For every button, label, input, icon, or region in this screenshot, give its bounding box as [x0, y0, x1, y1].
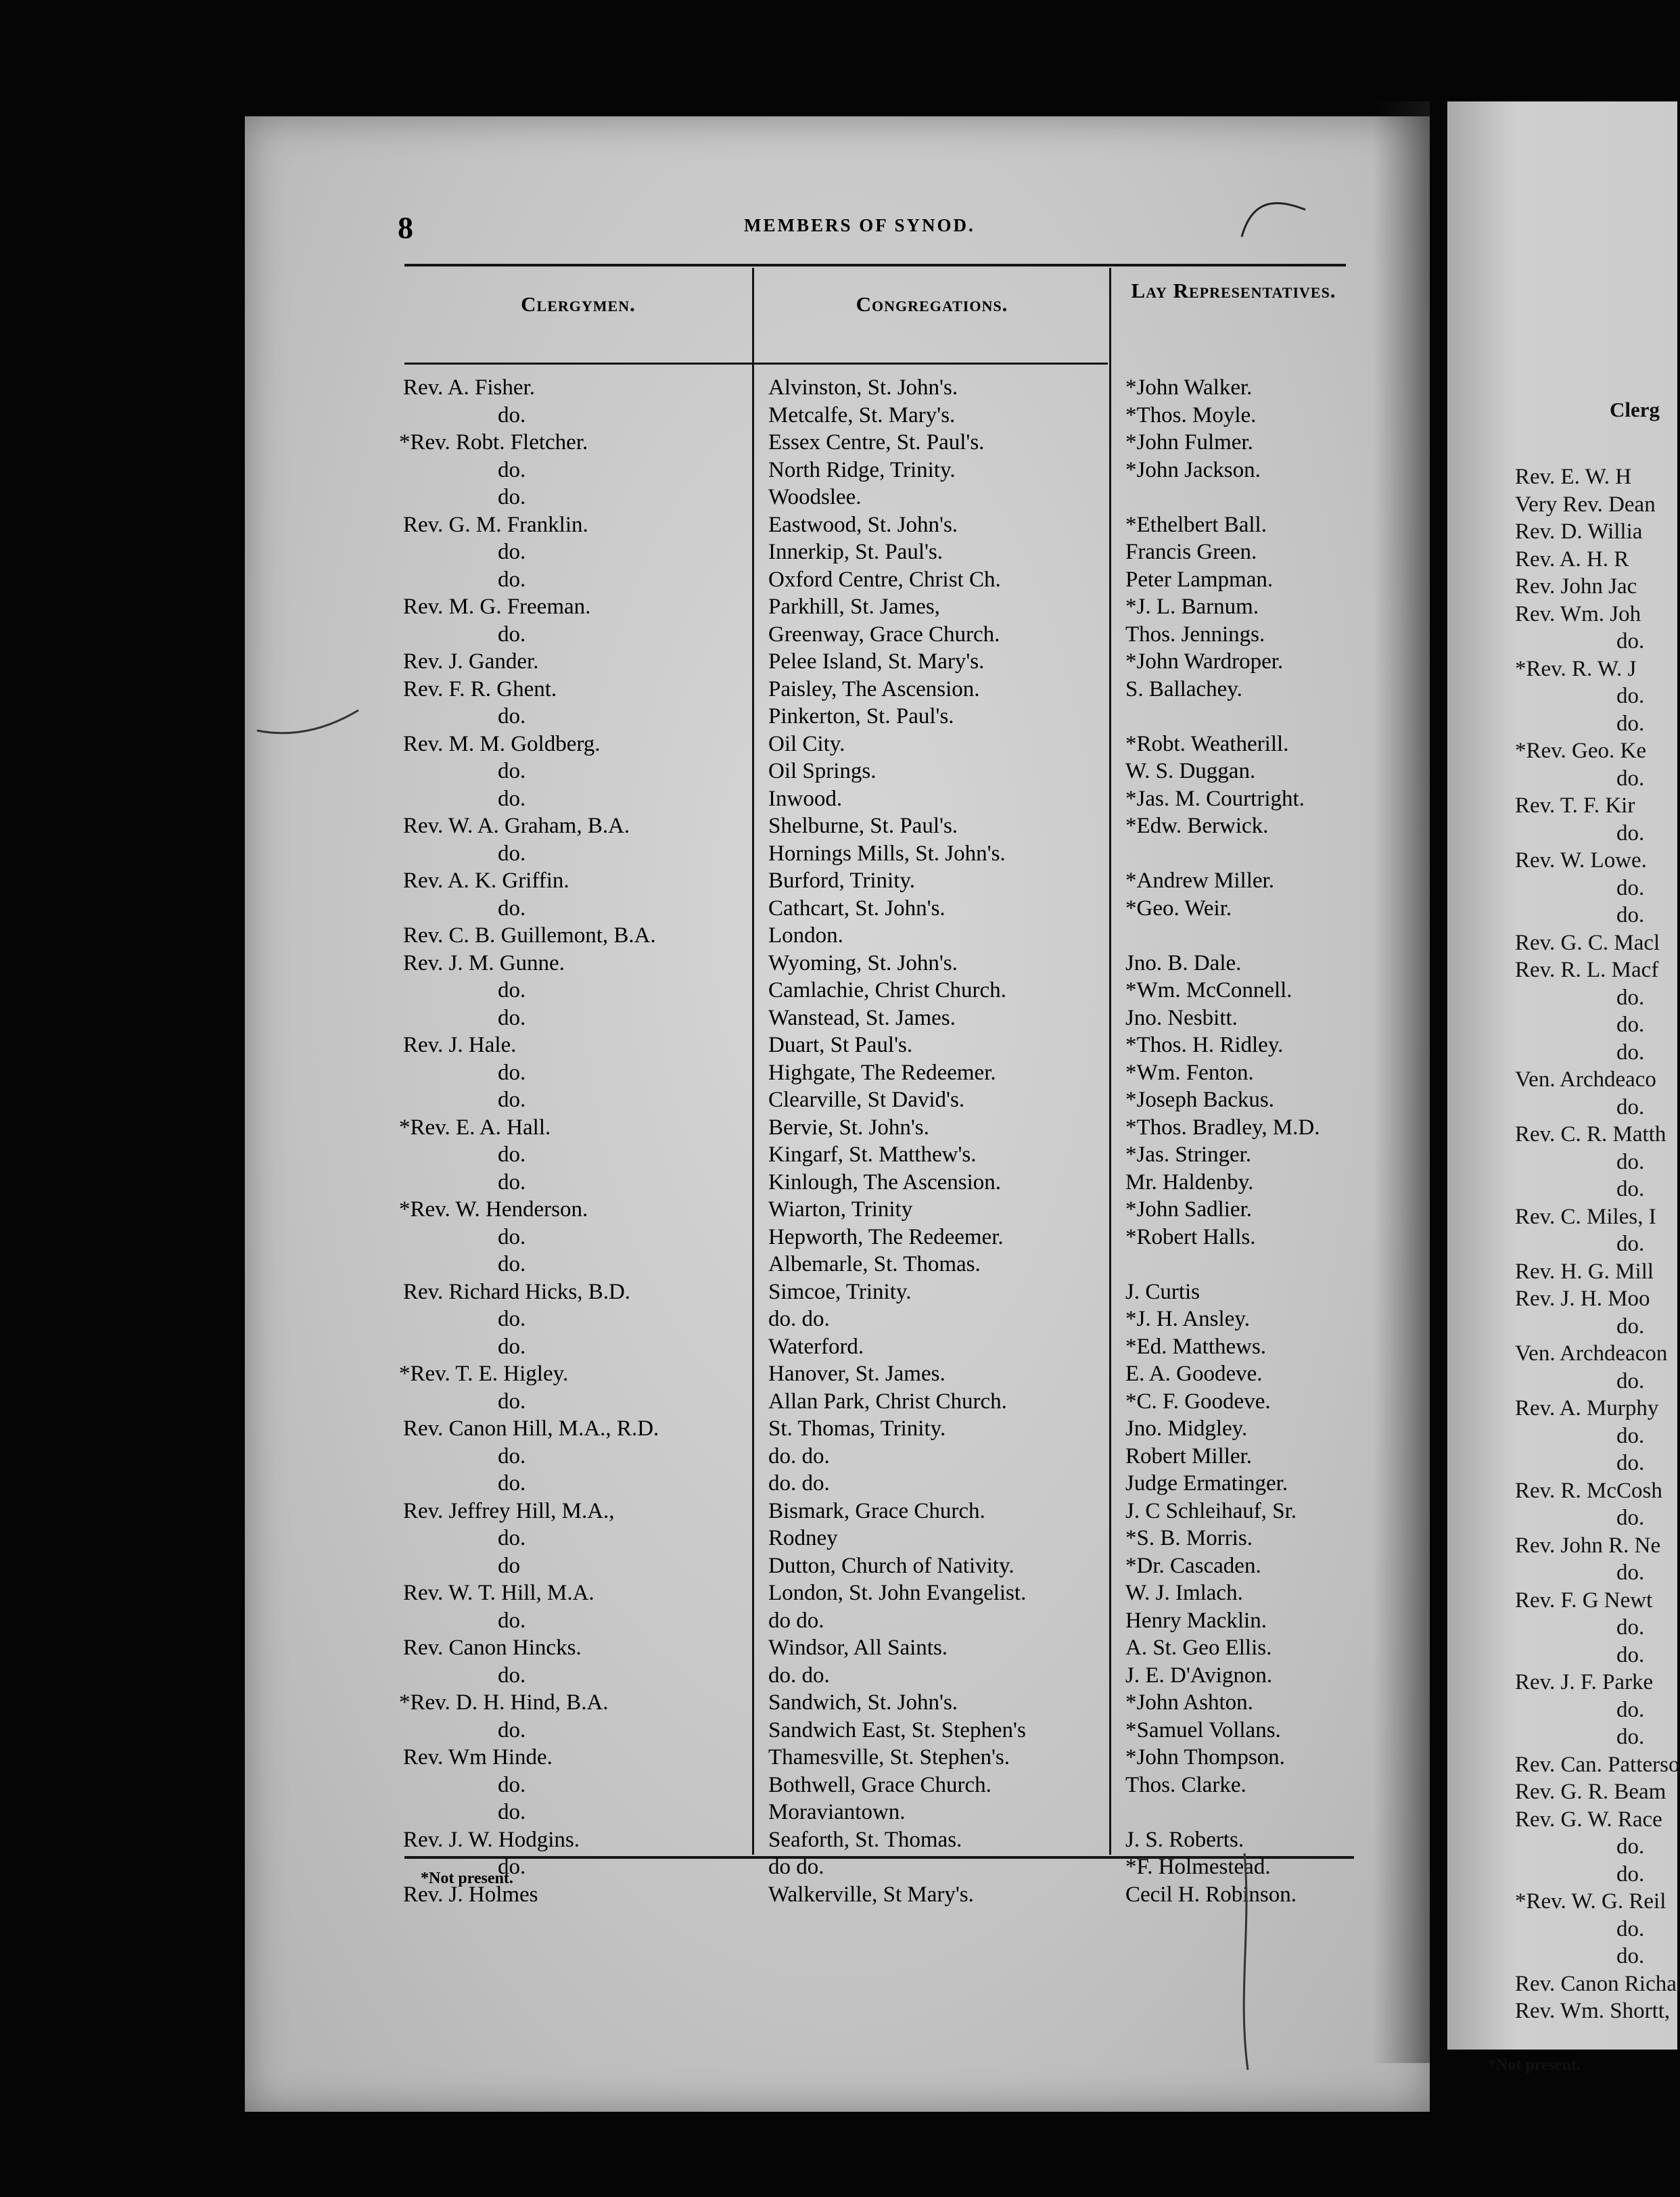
- right-page-clergyman-cell: do.: [1616, 875, 1645, 900]
- lay-representative-cell: *John Jackson.: [1125, 457, 1261, 482]
- right-page-clergyman-cell: do.: [1616, 1725, 1645, 1749]
- right-page-clergyman-cell: Rev. R. L. Macf: [1515, 958, 1659, 982]
- congregation-cell: Seaforth, St. Thomas.: [768, 1827, 962, 1852]
- congregation-cell: do do.: [768, 1855, 824, 1879]
- lay-representative-cell: *John Wardroper.: [1125, 649, 1284, 674]
- congregation-cell: Pelee Island, St. Mary's.: [768, 649, 985, 674]
- lay-representative-cell: Jno. B. Dale.: [1125, 950, 1242, 975]
- right-page-clergyman-cell: do.: [1616, 1094, 1645, 1119]
- congregation-cell: Windsor, All Saints.: [768, 1636, 948, 1660]
- right-page-clergyman-cell: do.: [1616, 1615, 1645, 1640]
- clergyman-cell: do.: [498, 540, 526, 564]
- right-page-column-header: Clerg: [1610, 398, 1660, 421]
- lay-representative-cell: [1125, 1799, 1376, 1826]
- right-page-clergyman-cell: Rev. E. W. H: [1515, 465, 1632, 489]
- lay-representative-cell: Francis Green.: [1125, 540, 1257, 564]
- right-page-clergyman-cell: do.: [1616, 1314, 1645, 1339]
- congregation-cell: Highgate, The Redeemer.: [768, 1060, 996, 1085]
- lay-representative-cell: *John Walker.: [1125, 375, 1253, 400]
- clergyman-cell: do.: [498, 1526, 526, 1550]
- clergyman-cell: Rev. W. T. Hill, M.A.: [403, 1581, 594, 1605]
- lay-representative-cell: *Geo. Weir.: [1125, 896, 1232, 921]
- right-page-clergyman-cell: Rev. G. C. Macl: [1515, 930, 1660, 955]
- clergyman-cell: do.: [498, 457, 526, 482]
- right-page-clergyman-cell: do.: [1616, 1916, 1645, 1941]
- lay-representative-cell: *Robt. Weatherill.: [1125, 731, 1289, 756]
- right-page-clergyman-cell: Rev. W. Lowe.: [1515, 848, 1647, 873]
- congregation-cell: Clearville, St David's.: [768, 1088, 965, 1112]
- congregation-cell: Alvinston, St. John's.: [768, 375, 958, 400]
- right-page-clergyman-cell: Rev. Wm. Joh: [1515, 601, 1641, 626]
- right-page-clergyman-cell: do.: [1616, 1560, 1645, 1585]
- lay-representative-cell: *C. F. Goodeve.: [1125, 1389, 1271, 1414]
- right-page-clergyman-cell: Rev. D. Willia: [1515, 519, 1643, 544]
- lay-representative-cell: *Wm. Fenton.: [1125, 1060, 1254, 1085]
- clergyman-cell: Rev. M. M. Goldberg.: [403, 731, 601, 756]
- clergyman-cell: Rev. M. G. Freeman.: [403, 595, 591, 619]
- congregation-cell: Wyoming, St. John's.: [768, 950, 958, 975]
- right-page-clergyman-cell: Rev. Canon Richa: [1515, 1971, 1677, 1996]
- clergyman-cell: Rev. Canon Hincks.: [403, 1636, 582, 1660]
- clergyman-cell: do.: [498, 1443, 526, 1468]
- lay-representative-cell: *Edw. Berwick.: [1125, 814, 1269, 838]
- clergyman-cell: do.: [498, 1142, 526, 1167]
- congregation-cell: do. do.: [768, 1443, 830, 1468]
- right-page-clergyman-cell: do.: [1616, 1423, 1645, 1448]
- lay-representative-cell: *John Sadlier.: [1125, 1197, 1252, 1222]
- clergyman-cell: do.: [498, 1717, 526, 1742]
- lay-representative-cell: *J. L. Barnum.: [1125, 595, 1259, 619]
- congregation-cell: do do.: [768, 1608, 824, 1633]
- right-page-clergyman-cell: Rev. A. Murphy: [1515, 1396, 1659, 1420]
- right-page-footnote: *Not present.: [1488, 2056, 1581, 2074]
- congregation-cell: Metcalfe, St. Mary's.: [768, 402, 956, 427]
- right-page-clergyman-cell: do.: [1616, 711, 1645, 736]
- congregation-cell: Sandwich East, St. Stephen's: [768, 1717, 1026, 1742]
- right-page-clergyman-cell: do.: [1616, 629, 1645, 653]
- lay-representative-cell: J. Curtis: [1125, 1279, 1200, 1304]
- lay-representative-cell: Judge Ermatinger.: [1125, 1471, 1288, 1496]
- right-page-clergyman-cell: do.: [1616, 1697, 1645, 1722]
- right-page: [1447, 101, 1680, 2074]
- congregation-cell: Bismark, Grace Church.: [768, 1498, 985, 1523]
- lay-representative-cell: *Andrew Miller.: [1125, 869, 1274, 893]
- clergyman-cell: *Rev. T. E. Higley.: [399, 1362, 569, 1386]
- clergyman-cell: do.: [498, 1608, 526, 1633]
- right-page-clergyman-cell: do.: [1616, 1013, 1645, 1037]
- congregation-cell: Thamesville, St. Stephen's.: [768, 1745, 1010, 1770]
- congregation-cell: Sandwich, St. John's.: [768, 1690, 958, 1715]
- congregation-cell: St. Thomas, Trinity.: [768, 1416, 946, 1441]
- right-page-clergyman-cell: do.: [1616, 1149, 1645, 1174]
- congregation-cell: do. do.: [768, 1471, 830, 1496]
- congregation-cell: Rodney: [768, 1526, 838, 1550]
- lay-representative-cell: J. C Schleihauf, Sr.: [1125, 1498, 1297, 1523]
- header-rule: [404, 363, 1108, 365]
- clergyman-cell: do.: [498, 1334, 526, 1359]
- right-page-clergyman-cell: Rev. C. R. Matth: [1515, 1122, 1666, 1147]
- clergyman-cell: *Rev. Robt. Fletcher.: [399, 430, 588, 455]
- right-page-clergyman-cell: do.: [1616, 1834, 1645, 1859]
- clergyman-cell: Rev. A. K. Griffin.: [403, 869, 569, 893]
- right-page-clergyman-cell: do.: [1616, 1642, 1645, 1667]
- lay-representative-cell: Thos. Jennings.: [1125, 622, 1265, 647]
- lay-representative-cell: Peter Lampman.: [1125, 567, 1274, 592]
- congregation-cell: Oil City.: [768, 731, 845, 756]
- congregation-cell: Duart, St Paul's.: [768, 1033, 913, 1057]
- congregation-cell: Allan Park, Christ Church.: [768, 1389, 1007, 1414]
- clergyman-cell: Rev. J. W. Hodgins.: [403, 1827, 580, 1852]
- right-page-clergyman-cell: Rev. H. G. Mill: [1515, 1259, 1654, 1284]
- clergyman-cell: do.: [498, 485, 526, 509]
- congregation-cell: Inwood.: [768, 786, 843, 811]
- clergyman-cell: do.: [498, 1389, 526, 1414]
- clergyman-cell: *Rev. W. Henderson.: [399, 1197, 588, 1222]
- clergyman-cell: do.: [498, 1855, 526, 1879]
- lay-representative-cell: *Joseph Backus.: [1125, 1088, 1274, 1112]
- lay-representative-cell: *Robert Halls.: [1125, 1224, 1256, 1249]
- right-page-clergyman-cell: Rev. C. Miles, I: [1515, 1204, 1656, 1229]
- right-page-clergyman-cell: Rev. J. H. Moo: [1515, 1287, 1650, 1311]
- lay-representative-cell: Henry Macklin.: [1125, 1608, 1267, 1633]
- right-page-clergyman-cell: do.: [1616, 1232, 1645, 1256]
- lay-representative-cell: J. S. Roberts.: [1125, 1827, 1244, 1852]
- right-page-clergyman-cell: do.: [1616, 766, 1645, 791]
- lay-representative-cell: *F. Holmestead.: [1125, 1855, 1271, 1879]
- lay-representative-cell: A. St. Geo Ellis.: [1125, 1636, 1272, 1660]
- right-page-clergyman-cell: do.: [1616, 1506, 1645, 1530]
- clergyman-cell: Rev. A. Fisher.: [403, 375, 535, 400]
- lay-representative-cell: S. Ballachey.: [1125, 676, 1242, 701]
- lay-representative-cell: [1125, 703, 1376, 731]
- right-page-clergyman-cell: do.: [1616, 684, 1645, 708]
- lay-representative-cell: *Dr. Cascaden.: [1125, 1553, 1261, 1578]
- column-header-lay-representatives: Lay Representatives.: [1131, 279, 1336, 302]
- right-page-clergyman-cell: Rev. J. F. Parke: [1515, 1670, 1654, 1694]
- lay-representative-cell: Cecil H. Robinson.: [1125, 1882, 1297, 1907]
- clergyman-cell: do.: [498, 759, 526, 783]
- lay-representative-cell: *John Thompson.: [1125, 1745, 1285, 1770]
- congregation-cell: Moraviantown.: [768, 1800, 906, 1824]
- congregation-cell: Bervie, St. John's.: [768, 1115, 929, 1140]
- right-page-clergyman-cell: Rev. T. F. Kir: [1515, 793, 1635, 818]
- lay-representative-cell: [1125, 922, 1376, 950]
- clergyman-cell: Rev. J. Holmes: [403, 1882, 538, 1907]
- lay-representative-cell: *Thos. H. Ridley.: [1125, 1033, 1284, 1057]
- congregation-cell: Greenway, Grace Church.: [768, 622, 1000, 647]
- right-page-clergyman-cell: *Rev. Geo. Ke: [1515, 739, 1646, 763]
- clergyman-cell: do.: [498, 1307, 526, 1331]
- right-page-clergyman-cell: do.: [1616, 1861, 1645, 1887]
- clergyman-cell: do.: [498, 1800, 526, 1824]
- right-page-clergyman-cell: Rev. G. W. Race: [1515, 1807, 1662, 1832]
- clergyman-cell: do.: [498, 1663, 526, 1688]
- clergyman-cell: do.: [498, 1060, 526, 1085]
- congregation-cell: do. do.: [768, 1307, 830, 1331]
- clergyman-cell: Rev. Wm Hinde.: [403, 1745, 553, 1770]
- right-page-clergyman-cell: do.: [1616, 903, 1645, 927]
- right-page-clergyman-cell: do.: [1616, 985, 1645, 1010]
- lay-representative-cell: W. S. Duggan.: [1125, 759, 1256, 783]
- congregation-cell: Kinlough, The Ascension.: [768, 1170, 1002, 1195]
- clergyman-cell: Rev. J. Hale.: [403, 1033, 517, 1057]
- clergyman-cell: Rev. W. A. Graham, B.A.: [403, 814, 630, 838]
- clergyman-cell: do: [498, 1553, 520, 1578]
- congregation-cell: Simcoe, Trinity.: [768, 1279, 912, 1304]
- clergyman-cell: do.: [498, 622, 526, 647]
- lay-representative-cell: W. J. Imlach.: [1125, 1581, 1243, 1605]
- lay-representative-cell: *Jas. Stringer.: [1125, 1142, 1252, 1167]
- congregation-cell: Hanover, St. James.: [768, 1362, 946, 1386]
- clergyman-cell: Rev. Richard Hicks, B.D.: [403, 1279, 631, 1304]
- clergyman-cell: Rev. G. M. Franklin.: [403, 512, 588, 537]
- lay-representative-cell: [1125, 840, 1376, 868]
- right-page-clergyman-cell: Rev. G. R. Beam: [1515, 1780, 1666, 1804]
- right-page-clergyman-cell: do.: [1616, 1451, 1645, 1475]
- clergyman-cell: do.: [498, 841, 526, 866]
- right-page-clergyman-cell: Ven. Archdeacon: [1515, 1341, 1668, 1366]
- clergyman-cell: do.: [498, 402, 526, 427]
- congregation-cell: Walkerville, St Mary's.: [768, 1882, 974, 1907]
- clergyman-cell: do.: [498, 978, 526, 1002]
- lay-representative-cell: *J. H. Ansley.: [1125, 1307, 1250, 1331]
- clergyman-cell: do.: [498, 1005, 526, 1030]
- congregation-cell: London.: [768, 923, 843, 948]
- column-header-clergymen: Clergymen.: [521, 292, 636, 316]
- right-page-clergyman-cell: do.: [1616, 820, 1645, 846]
- clergyman-cell: do.: [498, 567, 526, 592]
- lay-representative-cell: Mr. Haldenby.: [1125, 1170, 1254, 1195]
- congregation-cell: Oxford Centre, Christ Ch.: [768, 567, 1001, 592]
- lay-representative-cell: [1125, 1251, 1376, 1278]
- congregation-cell: Camlachie, Christ Church.: [768, 978, 1006, 1002]
- lay-representative-cell: *Ethelbert Ball.: [1125, 512, 1267, 537]
- congregation-cell: Cathcart, St. John's.: [768, 896, 946, 921]
- congregation-cell: North Ridge, Trinity.: [768, 457, 956, 482]
- right-page-clergyman-cell: Rev. R. McCosh: [1515, 1478, 1662, 1503]
- clergyman-cell: do.: [498, 786, 526, 811]
- clergyman-cell: do.: [498, 896, 526, 921]
- clergyman-cell: do.: [498, 1170, 526, 1195]
- right-page-clergyman-cell: Rev. A. H. R: [1515, 547, 1629, 572]
- lay-representative-cell: [1125, 484, 1376, 511]
- lay-representative-cell: *S. B. Morris.: [1125, 1526, 1253, 1550]
- clergyman-cell: Rev. F. R. Ghent.: [403, 676, 557, 701]
- right-page-clergyman-cell: *Rev. R. W. J: [1515, 656, 1637, 681]
- right-page-clergyman-cell: Rev. Wm. Shortt,: [1515, 1999, 1671, 2023]
- lay-representative-cell: E. A. Goodeve.: [1125, 1362, 1263, 1386]
- right-page-clergyman-cell: do.: [1616, 1944, 1645, 1968]
- running-header: MEMBERS OF SYNOD.: [744, 215, 975, 235]
- congregation-cell: do. do.: [768, 1663, 830, 1688]
- footnote: *Not present.: [421, 1870, 513, 1887]
- right-page-clergyman-cell: Rev. John R. Ne: [1515, 1533, 1661, 1558]
- clergyman-cell: do.: [498, 1224, 526, 1249]
- congregation-cell: Dutton, Church of Nativity.: [768, 1553, 1014, 1578]
- clergyman-cell: Rev. J. M. Gunne.: [403, 950, 565, 975]
- page-gutter: [1373, 101, 1430, 2063]
- congregation-cell: Essex Centre, St. Paul's.: [768, 430, 985, 455]
- clergyman-cell: do.: [498, 1471, 526, 1496]
- lay-representative-cell: Thos. Clarke.: [1125, 1772, 1246, 1797]
- congregation-cell: Wanstead, St. James.: [768, 1005, 956, 1030]
- top-rule: [404, 264, 1346, 267]
- lay-representative-cell: Jno. Nesbitt.: [1125, 1005, 1238, 1030]
- congregation-cell: Hepworth, The Redeemer.: [768, 1224, 1004, 1249]
- clergyman-cell: do.: [498, 704, 526, 729]
- congregation-cell: Eastwood, St. John's.: [768, 512, 958, 537]
- congregation-cell: Bothwell, Grace Church.: [768, 1772, 991, 1797]
- congregation-cell: Pinkerton, St. Paul's.: [768, 704, 954, 729]
- right-page-clergyman-cell: Very Rev. Dean: [1515, 492, 1656, 517]
- lay-representative-cell: J. E. D'Avignon.: [1125, 1663, 1273, 1688]
- right-page-clergyman-cell: Rev. F. G Newt: [1515, 1588, 1653, 1613]
- lay-representative-cell: *Wm. McConnell.: [1125, 978, 1292, 1002]
- congregation-cell: Albemarle, St. Thomas.: [768, 1252, 981, 1276]
- lay-representative-cell: *Samuel Vollans.: [1125, 1717, 1281, 1742]
- right-page-clergyman-cell: *Rev. W. G. Reil: [1515, 1889, 1666, 1914]
- clergyman-cell: do.: [498, 1088, 526, 1112]
- clergyman-cell: Rev. Canon Hill, M.A., R.D.: [403, 1416, 659, 1441]
- right-page-clergyman-cell: Rev. John Jac: [1515, 574, 1637, 599]
- congregation-cell: Burford, Trinity.: [768, 869, 915, 893]
- congregation-cell: Hornings Mills, St. John's.: [768, 841, 1006, 866]
- right-page-clergyman-cell: Ven. Archdeaco: [1515, 1067, 1656, 1092]
- congregation-cell: Oil Springs.: [768, 759, 877, 783]
- right-page-clergyman-cell: Rev. Can. Patterso: [1515, 1752, 1680, 1777]
- right-page-clergyman-cell: do.: [1616, 1040, 1645, 1065]
- column-header-congregations: Congregations.: [856, 292, 1008, 316]
- lay-representative-cell: *Thos. Moyle.: [1125, 402, 1257, 427]
- congregation-cell: Kingarf, St. Matthew's.: [768, 1142, 977, 1167]
- page-number: 8: [398, 210, 413, 245]
- clergyman-cell: *Rev. D. H. Hind, B.A.: [399, 1690, 609, 1715]
- lay-representative-cell: *John Ashton.: [1125, 1690, 1253, 1715]
- clergyman-cell: do.: [498, 1252, 526, 1276]
- right-page-clergyman-cell: do.: [1616, 1368, 1645, 1393]
- congregation-cell: Waterford.: [768, 1334, 864, 1359]
- clergyman-cell: Rev. Jeffrey Hill, M.A.,: [403, 1498, 615, 1523]
- lay-representative-cell: *Ed. Matthews.: [1125, 1334, 1267, 1359]
- right-page-clergyman-cell: do.: [1616, 1177, 1645, 1201]
- congregation-cell: Shelburne, St. Paul's.: [768, 814, 958, 838]
- congregation-cell: Paisley, The Ascension.: [768, 676, 980, 701]
- clergyman-cell: *Rev. E. A. Hall.: [399, 1115, 551, 1140]
- lay-representative-cell: *Thos. Bradley, M.D.: [1125, 1115, 1320, 1140]
- clergyman-cell: do.: [498, 1772, 526, 1797]
- lay-representative-cell: *Jas. M. Courtright.: [1125, 786, 1305, 811]
- congregation-cell: Woodslee.: [768, 485, 862, 509]
- congregation-cell: Wiarton, Trinity: [768, 1197, 913, 1222]
- lay-representative-cell: Jno. Midgley.: [1125, 1416, 1248, 1441]
- lay-representative-cell: Robert Miller.: [1125, 1443, 1252, 1468]
- congregation-cell: Parkhill, St. James,: [768, 595, 940, 619]
- congregation-cell: Innerkip, St. Paul's.: [768, 540, 943, 564]
- clergyman-cell: Rev. J. Gander.: [403, 649, 539, 674]
- lay-representative-cell: *John Fulmer.: [1125, 430, 1253, 455]
- congregation-cell: London, St. John Evangelist.: [768, 1581, 1027, 1605]
- clergyman-cell: Rev. C. B. Guillemont, B.A.: [403, 923, 656, 948]
